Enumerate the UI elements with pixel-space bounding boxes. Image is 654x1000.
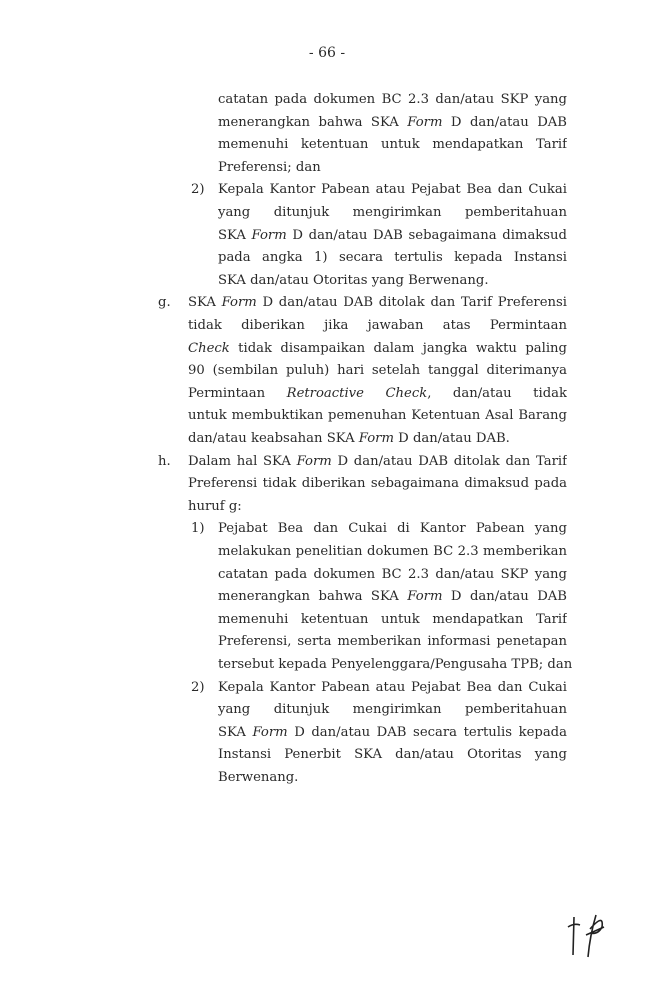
text-line [188,362,567,380]
italic-term: Form [251,227,287,243]
text-line [218,543,567,561]
text-segment: Instansi Penerbit SKA dan/atau Otoritas yang [218,747,567,763]
text-line [218,159,321,177]
text-line [218,227,567,245]
text-segment: Pejabat Bea dan Cukai di Kantor Pabean yang [218,521,567,537]
text-segment: Permintaan [188,385,287,401]
text-segment: tidak diberikan jika jawaban atas Permintaan [188,318,567,333]
text-segment: D dan/atau DAB ditolak dan Tarif Preferensi [256,295,567,311]
italic-term: Form [296,453,332,469]
text-line [188,340,567,358]
text-segment: menerangkan bahwa SKA [218,114,408,130]
text-segment: memenuhi ketentuan untuk mendapatkan Tarif [218,137,567,153]
text-segment: Preferensi, serta memberikan informasi penetapan [218,634,567,650]
text-segment: SKA dan/atau Otoritas yang Berwenang. [218,272,489,288]
list-label: h. [158,453,171,469]
text-segment: pada angka 1) secara tertulis kepada Instansi [218,250,567,266]
text-segment: dan/atau keabsahan SKA [188,431,359,446]
italic-term: Form [407,589,443,605]
text-segment: , dan/atau tidak [427,385,567,401]
text-segment: catatan pada dokumen BC 2.3 dan/atau SKP yang [218,566,567,582]
text-segment: SKA [218,724,253,740]
text-segment: Dalam hal SKA [188,453,297,469]
text-line [188,317,567,335]
list-label: 2) [191,679,205,695]
text-line [188,385,567,403]
text-segment: D dan/atau DAB. [393,431,510,446]
text-line [218,679,567,697]
text-segment: D dan/atau DAB ditolak dan Tarif [331,453,567,469]
text-line [218,588,567,606]
text-segment: yang ditunjuk mengirimkan pemberitahuan [218,702,567,718]
text-line [218,656,572,674]
text-segment: D dan/atau DAB secara tertulis kepada [287,724,567,740]
text-segment: SKA [188,295,222,311]
list-label: g. [158,295,171,311]
text-line [188,453,567,471]
text-line [218,136,567,154]
text-segment: D dan/atau DAB sebagaimana dimaksud [286,227,567,243]
text-segment: catatan pada dokumen BC 2.3 dan/atau SKP yang [218,92,567,107]
text-segment: 90 (sembilan puluh) hari setelah tanggal diterimanya [188,363,567,379]
text-line [188,498,242,516]
text-segment: tersebut kepada Penyelenggara/Pengusaha TPB; dan [218,657,573,672]
text-line [218,611,567,629]
list-label: 1) [191,521,205,537]
text-segment: SKA [218,227,252,243]
text-line [218,566,567,584]
list-label: 2) [191,182,205,198]
text-segment: Kepala Kantor Pabean atau Pejabat Bea dan Cukai [218,679,567,695]
initials-signature-icon [560,905,620,965]
italic-term: Form [252,724,288,740]
italic-term: Check [188,340,230,356]
text-segment: menerangkan bahwa SKA [218,589,408,605]
text-line [188,407,567,425]
text-segment: Berwenang. [218,770,299,785]
text-line [218,91,567,109]
text-segment: Preferensi tidak diberikan sebagaimana dimaksud pada [188,476,567,492]
text-segment: yang ditunjuk mengirimkan pemberitahuan [218,205,567,220]
text-segment: tidak disampaikan dalam jangka waktu paling [238,340,567,356]
text-segment: huruf g: [188,498,242,514]
text-line [188,475,567,493]
italic-term: Retroactive Check [286,385,428,401]
text-segment: memenuhi ketentuan untuk mendapatkan Tarif [218,611,567,627]
text-line [218,633,567,651]
text-line [218,724,567,742]
text-line [188,430,510,448]
text-segment: D dan/atau DAB [442,114,567,130]
text-segment: Kepala Kantor Pabean atau Pejabat Bea dan Cukai [218,182,567,198]
text-line [218,520,567,538]
page-number: - 66 - [308,45,346,61]
text-line [218,204,567,222]
text-line [218,746,567,764]
text-segment: Preferensi; dan [218,159,321,175]
text-line [218,701,567,719]
italic-term: Form [358,431,394,446]
italic-term: Form [407,114,443,130]
text-segment: untuk membuktikan pemenuhan Ketentuan Asal Barang [188,408,567,424]
text-segment: D dan/atau DAB [450,589,567,605]
text-segment: melakukan penelitian dokumen BC 2.3 memberikan [218,544,567,559]
text-line [218,769,298,787]
text-line [218,114,567,132]
text-line [188,294,567,312]
text-line [218,272,489,290]
italic-term: Form [221,295,257,311]
text-line [218,249,567,267]
text-line [218,181,567,199]
